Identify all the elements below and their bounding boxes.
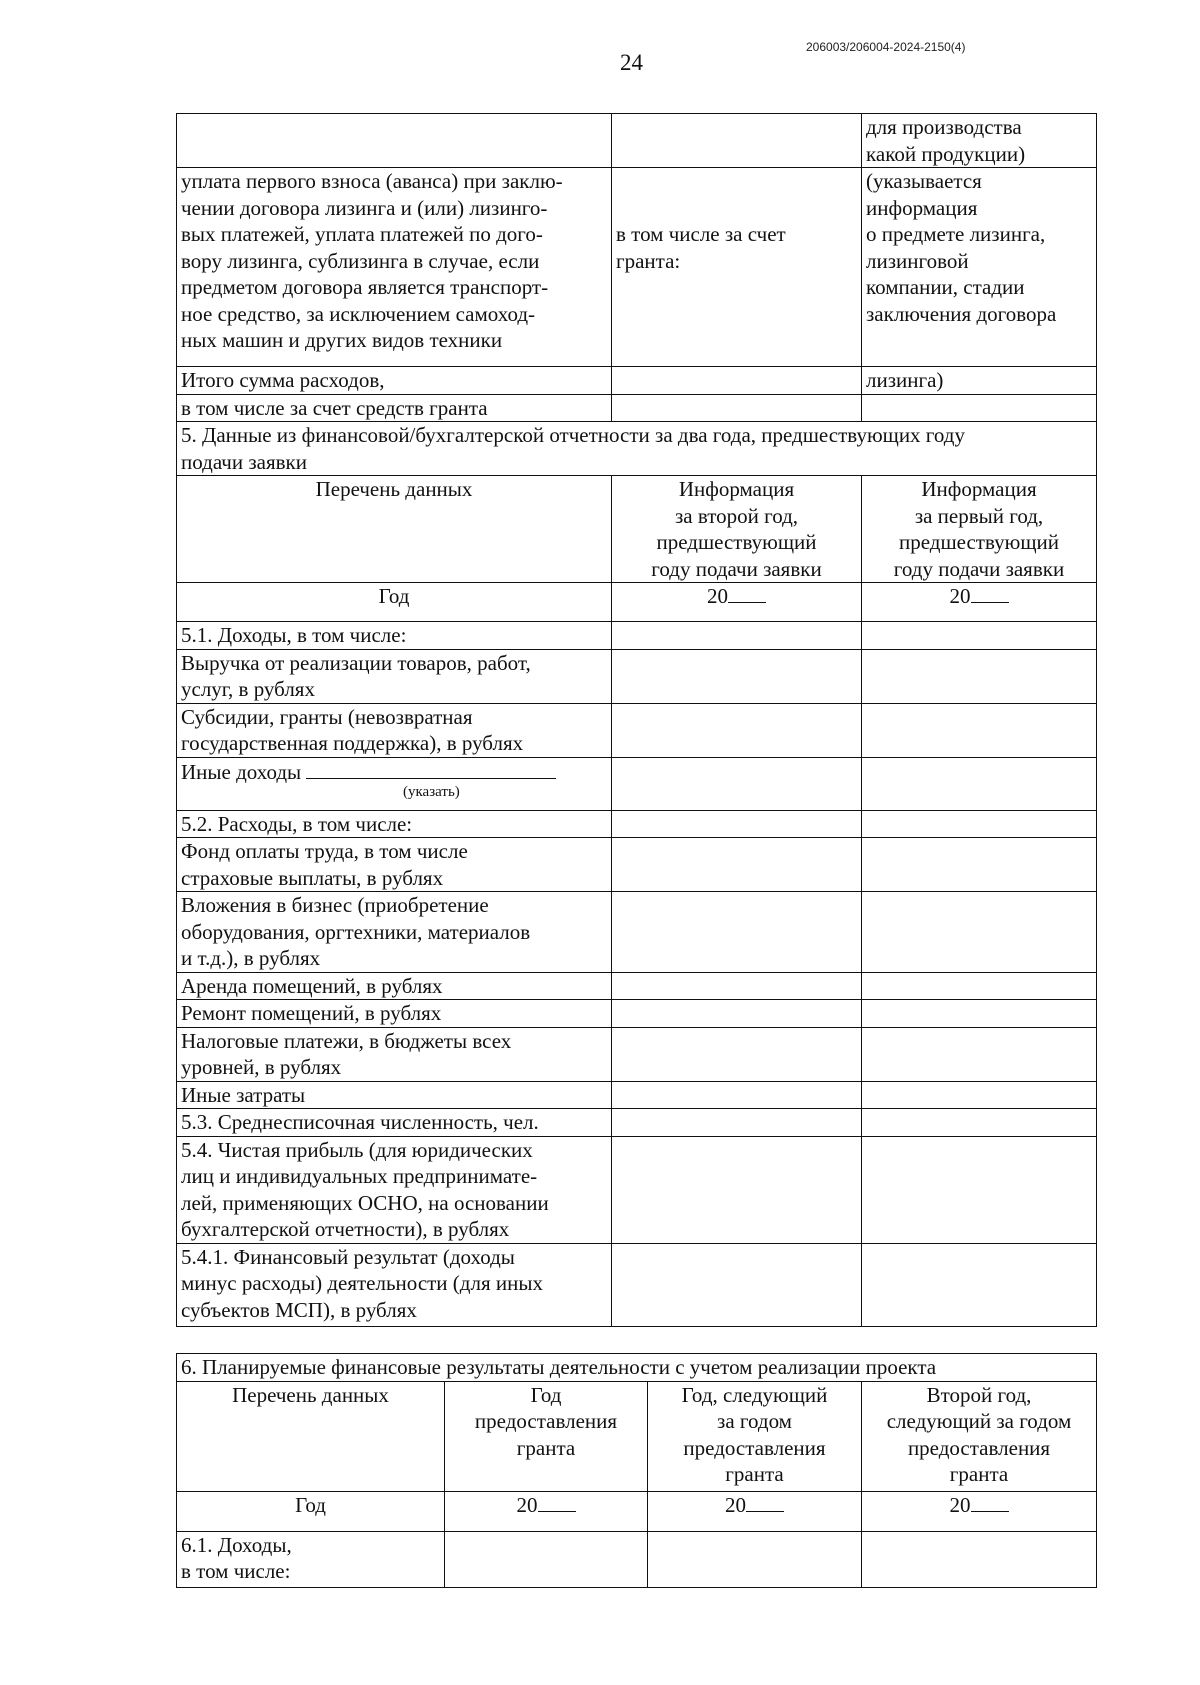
year-row: Год 20 20 20 — [177, 1491, 1097, 1531]
table-row: 5.1. Доходы, в том числе: — [177, 622, 1097, 650]
year-field[interactable]: 20 — [862, 583, 1097, 622]
year-field[interactable]: 20 — [862, 1491, 1097, 1531]
table-row: Иные затраты — [177, 1081, 1097, 1109]
column-header: Информация за второй год, предшествующий году подачи заявки — [612, 476, 862, 583]
total-grant-row: в том числе за счет средств гранта — [177, 394, 1097, 422]
planned-results-table — [176, 1353, 1097, 1588]
column-header: Год предоставления гранта — [445, 1381, 648, 1491]
total-expenses-row: Итого сумма расходов, лизинга) — [177, 367, 1097, 395]
year-field[interactable]: 20 — [445, 1491, 648, 1531]
year-field[interactable]: 20 — [648, 1491, 862, 1531]
year-field[interactable]: 20 — [612, 583, 862, 622]
year-row: Год 20 20 — [177, 583, 1097, 622]
table-row: Субсидии, гранты (невозвратная государственная поддержка), в рублях — [177, 703, 1097, 757]
leasing-grant-cell: в том числе за счет гранта: — [612, 168, 862, 367]
section-5-title-row — [177, 422, 1097, 476]
section-6-header-row — [177, 1381, 1097, 1491]
table-row: Налоговые платежи, в бюджеты всех уровней, в рублях — [177, 1027, 1097, 1081]
column-header: Перечень данных — [177, 476, 612, 583]
column-header: Второй год, следующий за годом предоставления гранта — [862, 1381, 1097, 1491]
table-row: 6.1. Доходы, в том числе: — [177, 1531, 1097, 1587]
other-income-blank[interactable] — [306, 758, 556, 779]
section-6-title-row — [177, 1354, 1097, 1382]
section-5-header-row — [177, 476, 1097, 583]
product-purpose-cell: для производства какой продукции) — [862, 114, 1097, 168]
page-number: 24 — [620, 50, 643, 75]
leasing-item-cell: уплата первого взноса (аванса) при заклю- чении договора лизинга и (или) лизинго- вых платежей, уплата платежей по дого- вору лизинга, сублизинга в случае, если предметом договора является транспорт- ное средство, за исключением самоход- ных машин и других видов техники — [177, 168, 612, 367]
table-row: Иные доходы (указать) — [177, 757, 1097, 810]
table-row — [177, 114, 1097, 168]
column-header: Год, следующий за годом предоставления гранта — [648, 1381, 862, 1491]
section-title: 6. Планируемые финансовые результаты деятельности с учетом реализации проекта — [177, 1354, 1097, 1382]
table-row: 5.2. Расходы, в том числе: — [177, 810, 1097, 838]
column-header: Перечень данных — [177, 1381, 445, 1491]
table-row: Ремонт помещений, в рублях — [177, 1000, 1097, 1028]
table-row: Фонд оплаты труда, в том числе страховые выплаты, в рублях — [177, 838, 1097, 892]
leasing-info-cell: (указывается информация о предмете лизинга, лизинговой компании, стадии заключения договора — [862, 168, 1097, 367]
table-row: 5.3. Среднесписочная численность, чел. — [177, 1109, 1097, 1137]
table-row: Аренда помещений, в рублях — [177, 972, 1097, 1000]
table-row: Вложения в бизнес (приобретение оборудования, оргтехники, материалов и т.д.), в рублях — [177, 892, 1097, 973]
section-title: 5. Данные из финансовой/бухгалтерской отчетности за два года, предшествующих году подачи заявки — [177, 422, 1097, 476]
table-row: Выручка от реализации товаров, работ, услуг, в рублях — [177, 649, 1097, 703]
leasing-expense-row — [177, 168, 1097, 367]
column-header: Информация за первый год, предшествующий году подачи заявки — [862, 476, 1097, 583]
document-code: 206003/206004-2024-2150(4) — [806, 40, 966, 54]
grant-application-table — [176, 113, 1097, 1327]
table-row: 5.4.1. Финансовый результат (доходы минус расходы) деятельности (для иных субъектов МСП), в рублях — [177, 1243, 1097, 1326]
table-row: 5.4. Чистая прибыль (для юридических лиц и индивидуальных предпринимате- лей, применяющих ОСНО, на основании бухгалтерской отчетности), в рублях — [177, 1136, 1097, 1243]
